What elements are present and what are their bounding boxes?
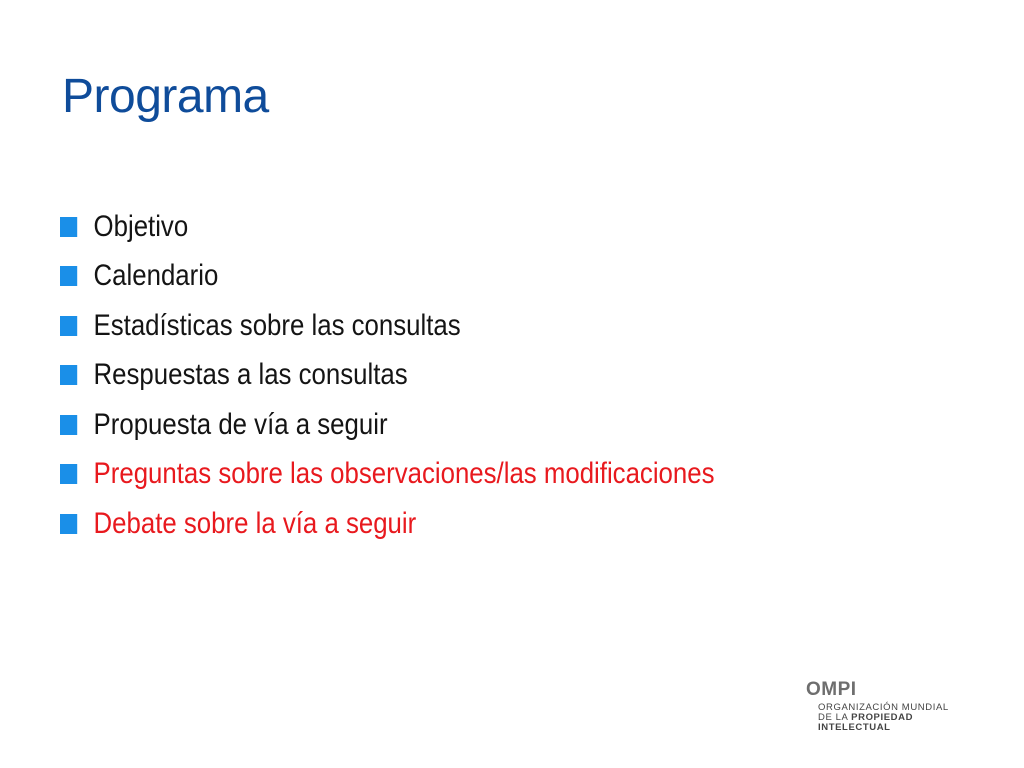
agenda-item-propuesta xyxy=(60,400,715,450)
agenda-list xyxy=(60,202,821,549)
logo-line-2-prefix: DE LA xyxy=(818,712,852,723)
logo-line-1: ORGANIZACIÓN MUNDIAL xyxy=(818,702,949,713)
agenda-item-label: Objetivo xyxy=(93,209,189,243)
agenda-item-label: Debate sobre la vía a seguir xyxy=(93,506,417,540)
logo-mark: OMPI xyxy=(806,679,857,700)
logo-line-2-bold: PROPIEDAD xyxy=(851,712,914,723)
agenda-item-label: Calendario xyxy=(93,259,219,293)
agenda-item-objetivo xyxy=(60,202,715,252)
agenda-item-label: Respuestas a las consultas xyxy=(93,358,408,392)
agenda-item-calendario xyxy=(60,252,715,302)
agenda-item-label: Preguntas sobre las observaciones/las modificaciones xyxy=(93,457,715,491)
square-bullet-icon xyxy=(60,316,77,336)
agenda-item-respuestas xyxy=(60,351,715,401)
agenda-item-label: Propuesta de vía a seguir xyxy=(93,407,388,441)
square-bullet-icon xyxy=(60,415,77,435)
square-bullet-icon xyxy=(60,365,77,385)
ompi-logo xyxy=(806,680,966,732)
agenda-item-debate xyxy=(60,499,715,549)
square-bullet-icon xyxy=(60,514,77,534)
logo-line-3: INTELECTUAL xyxy=(818,722,891,733)
square-bullet-icon xyxy=(60,464,77,484)
agenda-item-label: Estadísticas sobre las consultas xyxy=(93,308,461,342)
agenda-item-estadisticas xyxy=(60,301,715,351)
square-bullet-icon xyxy=(60,217,77,237)
square-bullet-icon xyxy=(60,266,77,286)
agenda-item-preguntas xyxy=(60,450,715,500)
slide-title: Programa xyxy=(62,70,269,123)
